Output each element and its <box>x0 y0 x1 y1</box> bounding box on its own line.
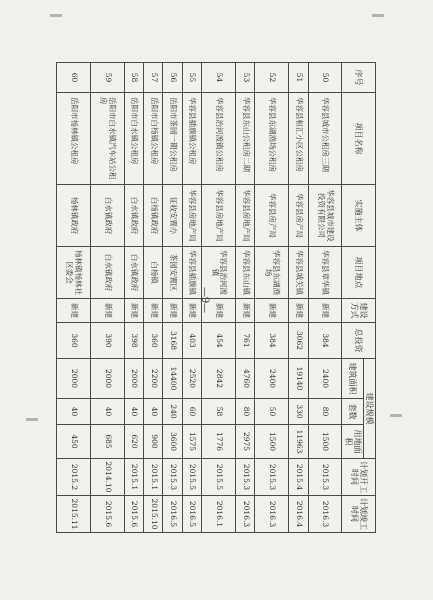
cell-implementer: 白杨镇政府 <box>144 185 163 247</box>
table-row <box>289 63 308 533</box>
cell-name: 华容县东湖渔场公租房 <box>255 93 289 185</box>
cell-units: 50 <box>255 399 289 425</box>
cell-land: 1776 <box>202 425 236 459</box>
cell-nature: 新建 <box>163 299 182 323</box>
cell-name: 岳阳市茶园一期公租房 <box>163 93 182 185</box>
cell-start: 2015.3 <box>308 459 342 496</box>
header-nature: 建设方式 <box>342 299 376 323</box>
cell-seq: 50 <box>308 63 342 93</box>
cell-investment: 360 <box>57 323 91 359</box>
header-finish: 计划竣工时间 <box>342 496 376 533</box>
cell-name: 华容县插旗镇公租房 <box>182 93 201 185</box>
cell-investment: 384 <box>308 323 342 359</box>
cell-land: 450 <box>57 425 91 459</box>
cell-area: 14400 <box>163 359 182 399</box>
cell-area: 4760 <box>236 359 255 399</box>
scan-mark <box>372 14 384 17</box>
cell-name: 岳阳市白水镇公租房 <box>124 93 143 185</box>
header-land: 用地面积 <box>342 425 363 459</box>
cell-finish: 2015.11 <box>57 496 91 533</box>
header-start: 计划开工时间 <box>342 459 376 496</box>
cell-units: 240 <box>163 399 182 425</box>
cell-start: 2015.1 <box>144 459 163 496</box>
cell-investment: 761 <box>236 323 255 359</box>
table-row <box>144 63 163 533</box>
cell-name: 岳阳市白水镇汽车站公租房 <box>90 93 124 185</box>
cell-location: 华容县东湖渔场 <box>255 247 289 299</box>
cell-name: 华容县桓汇小区公租房 <box>289 93 308 185</box>
cell-investment: 360 <box>144 323 163 359</box>
cell-land: 1500 <box>308 425 342 459</box>
cell-land: 900 <box>144 425 163 459</box>
cell-finish: 2015.10 <box>144 496 163 533</box>
cell-implementer: 华容县房产局 <box>289 185 308 247</box>
cell-units: 40 <box>144 399 163 425</box>
table-row <box>255 63 289 533</box>
cell-name: 华容县东山公租房二期 <box>236 93 255 185</box>
cell-area: 2400 <box>255 359 289 399</box>
header-name: 项目名称 <box>342 93 376 185</box>
cell-finish: 2015.6 <box>90 496 124 533</box>
cell-start: 2015.4 <box>289 459 308 496</box>
cell-location: 华容县东山镇 <box>236 247 255 299</box>
cell-area: 2400 <box>308 359 342 399</box>
cell-area: 2000 <box>90 359 124 399</box>
cell-area: 2842 <box>202 359 236 399</box>
cell-finish: 2016.5 <box>182 496 201 533</box>
header-scale: 建设规模 <box>363 359 375 459</box>
cell-start: 2015.2 <box>57 459 91 496</box>
cell-location: 华容县插旗镇 <box>182 247 201 299</box>
cell-seq: 57 <box>144 63 163 93</box>
cell-units: 58 <box>202 399 236 425</box>
cell-units: 40 <box>124 399 143 425</box>
table-row <box>90 63 124 533</box>
header-units: 套数 <box>342 399 363 425</box>
cell-location: 茶园安置区 <box>163 247 182 299</box>
cell-nature: 新建 <box>57 299 91 323</box>
cell-seq: 60 <box>57 63 91 93</box>
cell-seq: 51 <box>289 63 308 93</box>
header-seq: 序号 <box>342 63 376 93</box>
cell-location: 白水镇政府 <box>124 247 143 299</box>
cell-location: 华容县城关镇 <box>289 247 308 299</box>
cell-nature: 新建 <box>236 299 255 323</box>
cell-start: 2015.5 <box>202 459 236 496</box>
cell-implementer: 华容县房地产局 <box>202 185 236 247</box>
cell-units: 40 <box>57 399 91 425</box>
cell-units: 80 <box>308 399 342 425</box>
cell-area: 2000 <box>124 359 143 399</box>
cell-nature: 新建 <box>255 299 289 323</box>
cell-seq: 58 <box>124 63 143 93</box>
cell-finish: 2016.4 <box>289 496 308 533</box>
cell-start: 2014.10 <box>90 459 124 496</box>
cell-finish: 2015.6 <box>124 496 143 533</box>
table-row <box>163 63 182 533</box>
cell-name: 岳阳市白杨镇公租房 <box>144 93 163 185</box>
header-area: 建筑面积 <box>342 359 363 399</box>
cell-area: 2200 <box>144 359 163 399</box>
cell-location: 白杨镇 <box>144 247 163 299</box>
header-investment: 总投资 <box>342 323 376 359</box>
cell-seq: 54 <box>202 63 236 93</box>
cell-seq: 53 <box>236 63 255 93</box>
cell-start: 2015.1 <box>124 459 143 496</box>
header-location: 项目地点 <box>342 247 376 299</box>
cell-area: 2000 <box>57 359 91 399</box>
cell-implementer: 华容县房地产局 <box>182 185 201 247</box>
cell-start: 2015.3 <box>255 459 289 496</box>
cell-investment: 390 <box>90 323 124 359</box>
page-number: —9— <box>199 286 211 314</box>
cell-location: 华容县章华镇 <box>308 247 342 299</box>
table-row <box>236 63 255 533</box>
cell-implementer: 征收安置办 <box>163 185 182 247</box>
header-implementer: 实施主体 <box>342 185 376 247</box>
cell-name: 华容县城市公租房三期 <box>308 93 342 185</box>
cell-investment: 454 <box>202 323 236 359</box>
cell-land: 11963 <box>289 425 308 459</box>
cell-start: 2015.3 <box>163 459 182 496</box>
cell-name: 华容县治河渡镇公租房 <box>202 93 236 185</box>
cell-area: 2520 <box>182 359 201 399</box>
cell-seq: 59 <box>90 63 124 93</box>
cell-start: 2015.3 <box>236 459 255 496</box>
cell-investment: 403 <box>182 323 201 359</box>
cell-nature: 新建 <box>202 299 236 323</box>
cell-land: 3600 <box>163 425 182 459</box>
cell-units: 40 <box>90 399 124 425</box>
cell-start: 2015.5 <box>182 459 201 496</box>
cell-finish: 2016.3 <box>255 496 289 533</box>
table-row <box>124 63 143 533</box>
cell-nature: 新建 <box>289 299 308 323</box>
cell-nature: 新建 <box>144 299 163 323</box>
cell-name: 岳阳市杨林镇公租房 <box>57 93 91 185</box>
cell-implementer: 华容县房产局 <box>255 185 289 247</box>
cell-implementer: 杨林镇政府 <box>57 185 91 247</box>
cell-investment: 3062 <box>289 323 308 359</box>
cell-location: 白水镇政府 <box>90 247 124 299</box>
cell-seq: 55 <box>182 63 201 93</box>
cell-area: 19140 <box>289 359 308 399</box>
cell-location: 杨林镇杨林社区委会 <box>57 247 91 299</box>
cell-units: 330 <box>289 399 308 425</box>
cell-location: 华容县治河渡镇 <box>202 247 236 299</box>
cell-implementer: 白水镇政府 <box>90 185 124 247</box>
cell-nature: 新建 <box>182 299 201 323</box>
cell-land: 2975 <box>236 425 255 459</box>
cell-finish: 2016.1 <box>202 496 236 533</box>
cell-land: 1500 <box>255 425 289 459</box>
cell-finish: 2016.5 <box>163 496 182 533</box>
cell-investment: 384 <box>255 323 289 359</box>
cell-nature: 新建 <box>90 299 124 323</box>
cell-units: 80 <box>236 399 255 425</box>
cell-implementer: 白水镇政府 <box>124 185 143 247</box>
cell-finish: 2016.3 <box>236 496 255 533</box>
table-header-row <box>363 63 375 533</box>
scan-mark <box>50 14 62 17</box>
cell-land: 1575 <box>182 425 201 459</box>
cell-units: 60 <box>182 399 201 425</box>
cell-investment: 3168 <box>163 323 182 359</box>
cell-investment: 398 <box>124 323 143 359</box>
scan-mark <box>390 414 402 417</box>
scan-mark <box>26 418 38 421</box>
cell-nature: 新建 <box>308 299 342 323</box>
cell-seq: 52 <box>255 63 289 93</box>
cell-land: 685 <box>90 425 124 459</box>
cell-implementer: 华容县房地产局 <box>236 185 255 247</box>
table-row <box>308 63 342 533</box>
cell-finish: 2016.3 <box>308 496 342 533</box>
cell-nature: 新建 <box>124 299 143 323</box>
cell-land: 620 <box>124 425 143 459</box>
cell-seq: 56 <box>163 63 182 93</box>
cell-implementer: 华容县城市建设投资有限公司 <box>308 185 342 247</box>
table-row <box>57 63 91 533</box>
